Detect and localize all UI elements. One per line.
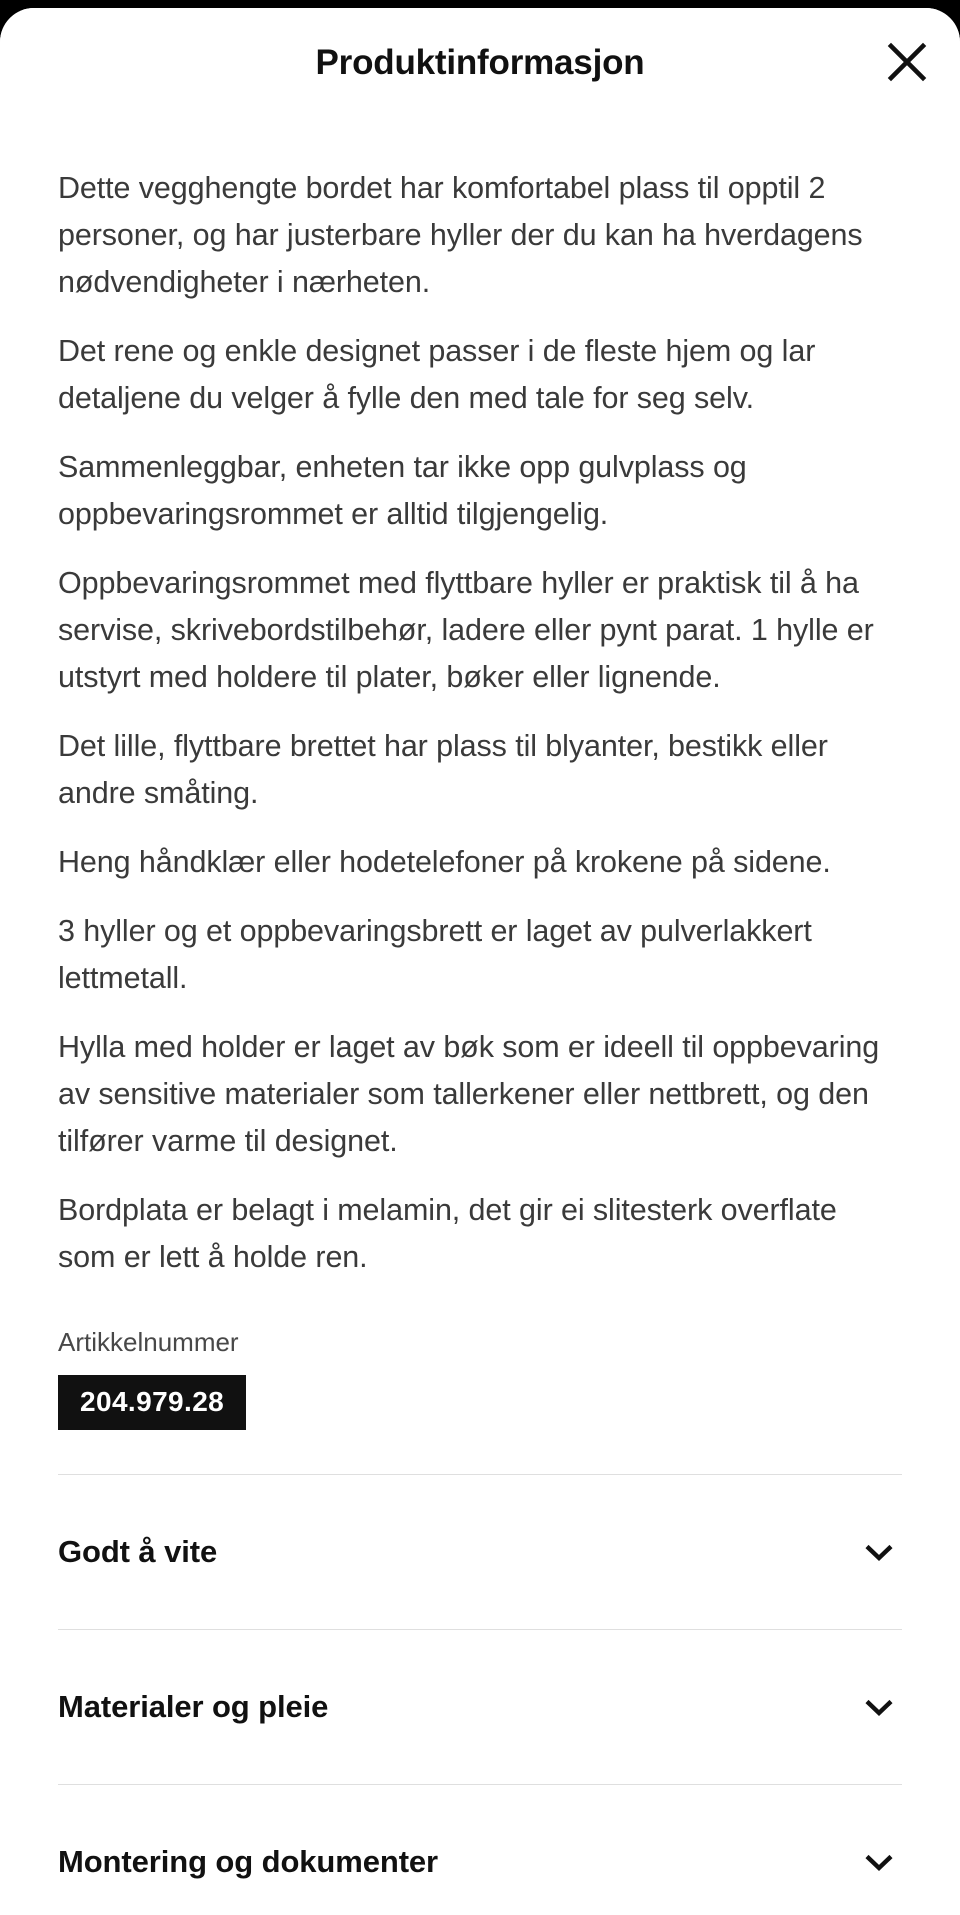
accordion-label: Materialer og pleie: [58, 1689, 329, 1724]
description-paragraph: Sammenleggbar, enheten tar ikke opp gulvplass og oppbevaringsrommet er alltid tilgjengelig.: [58, 450, 747, 531]
description-paragraph: Heng håndklær eller hodetelefoner på krokene på sidene.: [58, 845, 831, 879]
description-paragraph: Det lille, flyttbare brettet har plass til blyanter, bestikk eller andre småting.: [58, 729, 828, 810]
sheet-header: [0, 8, 960, 116]
chevron-down-icon[interactable]: [856, 1684, 902, 1730]
description-paragraph: Oppbevaringsrommet med flyttbare hyller er praktisk til å ha servise, skrivebordstilbehør, ladere eller pynt parat. 1 hylle er utstyrt med holdere til plater, bøker eller lignende.: [58, 566, 874, 694]
description-paragraph: 3 hyller og et oppbevaringsbrett er laget av pulverlakkert lettmetall.: [58, 914, 812, 995]
accordion-item-materialer-og-pleie[interactable]: [58, 1629, 902, 1784]
description-paragraph: Dette vegghengte bordet har komfortabel plass til opptil 2 personer, og har justerbare hyller der du kan ha hverdagens nødvendigheter i nærheten.: [58, 171, 863, 299]
sheet-body: [0, 116, 960, 1915]
article-number-section: [58, 1325, 902, 1430]
accordion-list: [58, 1474, 902, 1915]
product-information-sheet: [0, 8, 960, 1915]
chevron-down-icon[interactable]: [856, 1529, 902, 1575]
page-title: Produktinformasjon: [315, 42, 645, 82]
chevron-down-icon[interactable]: [856, 1839, 902, 1885]
close-button[interactable]: [872, 27, 942, 97]
description-paragraph: Hylla med holder er laget av bøk som er ideell til oppbevaring av sensitive materialer som tallerkener eller nettbrett, og den tilfører varme til designet.: [58, 1030, 880, 1158]
description-paragraph: Bordplata er belagt i melamin, det gir ei slitesterk overflate som er lett å holde ren.: [58, 1193, 837, 1274]
accordion-item-montering-og-dokumenter[interactable]: [58, 1784, 902, 1915]
accordion-label: Godt å vite: [58, 1534, 218, 1569]
close-icon: [886, 41, 928, 83]
product-description: [58, 116, 902, 1281]
accordion-label: Montering og dokumenter: [58, 1844, 439, 1879]
article-number-badge: 204.979.28: [58, 1375, 246, 1430]
accordion-item-godt-a-vite[interactable]: [58, 1474, 902, 1629]
article-number-label: Artikkelnummer: [58, 1327, 239, 1357]
description-paragraph: Det rene og enkle designet passer i de fleste hjem og lar detaljene du velger å fylle den med tale for seg selv.: [58, 334, 816, 415]
